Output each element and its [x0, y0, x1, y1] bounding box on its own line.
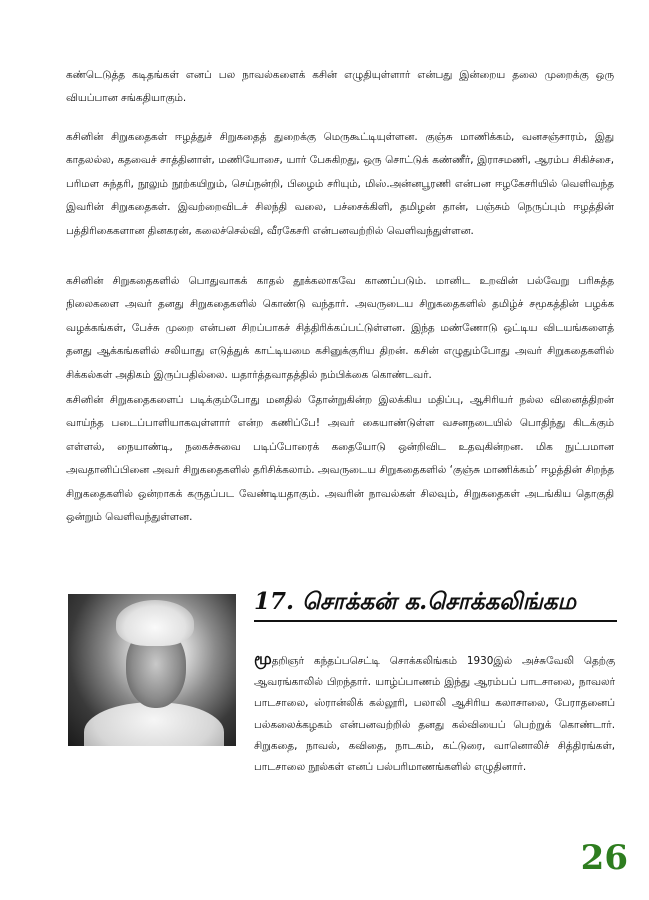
paragraph-3: கசினின் சிறுகதைகளில் பொதுவாகக் காதல் தூக்கலாகவே காணப்படும். மானிட உறவின் பல்வேறு பரிசுத்த நிலைகளை அவர் தனது சிறுகதைகளில் கொண்டு வந்தார். அவருடைய சிறுகதைகளில் தமிழ்ச் சமூகத்தின் பழக்க வழக்கங்கள், பேச்சு முறை என்பன சிறப்பாகச் சித்திரிக்கப்பட்டுள்ளன. இந்த மண்ணோடு ஒட்டிய விடயங்களைத் தனது ஆக்கங்களில் சலியாது எடுத்துக் காட்டியமை கசினுக்குரிய திறன். கசின் எழுதும்போது அவர் சிறுகதைகளில் சிக்கல்கள் அதிகம் இருப்பதில்லை. யதார்த்தவாதத்தில் நம்பிக்கை கொண்டவர்.: [66, 275, 614, 381]
section-heading: 17. சொக்கன் க.சொக்கலிங்கம: [254, 588, 576, 615]
page-number: 26: [580, 838, 628, 878]
portrait-shoulders: [84, 702, 224, 746]
author-portrait-photo: [68, 594, 236, 746]
portrait-hair: [116, 600, 194, 646]
paragraph-2: கசினின் சிறுகதைகள் ஈழத்துச் சிறுகதைத் துறைக்கு மெருகூட்டியுள்ளன. குஞ்சு மாணிக்கம், வனசஞ்சாரம், இது காதலல்ல, கதவைச் சாத்தினாள், மணியோசை, யார் பேசுகிறது, ஒரு சொட்டுக் கண்ணீர், இராசமணி, ஆரம்ப சிகிச்சை, பரிமள சுந்தரி, நூலும் நூற்கயிறும், செய்நன்றி, பிழைம் சரியும், மிஸ்.அன்னபூரணி என்பன ஈழகேசரியில் வெளிவந்த இவரின் சிறுகதைகள். இவற்றைவிடச் சிலந்தி வலை, பச்சைக்கிளி, தமிழன் தான், பஞ்சும் நெருப்பும் ஈழத்தின் பத்திரிகைகளான தினகரன், கலைச்செல்வி, வீரகேசரி என்பனவற்றில் வெளிவந்துள்ளன.: [66, 131, 614, 237]
bio-dropcap: மூ: [254, 649, 272, 668]
paragraph-1: கண்டெடுத்த கடிதங்கள் எனப் பல நாவல்களைக் கசின் எழுதியுள்ளார் என்பது இன்றைய தலை முறைக்கு ஒரு வியப்பான சங்கதியாகும்.: [66, 69, 614, 105]
paragraph-4: கசினின் சிறுகதைகளைப் படிக்கும்போது மனதில் தோன்றுகின்ற இலக்கிய மதிப்பு, ஆசிரியர் நல்ல வினைத்திறன் வாய்ந்த படைப்பாளியாகவுள்ளார் என்ற கணிப்பே! அவர் கையாண்டுள்ள வசனநடையில் பொதிந்து கிடக்கும் எள்ளல், நையாண்டி, நகைச்சுவை படிப்போரைக் கதையோடு ஒன்றிவிட உதவுகின்றன. மிக நுட்பமான அவதானிப்பினை அவர் சிறுகதைகளில் தரிசிக்கலாம். அவருடைய சிறுகதைகளில் ‘குஞ்சு மாணிக்கம்’ ஈழத்தின் சிறந்த சிறுகதைகளில் ஒன்றாகக் கருதப்பட வேண்டியதாகும். அவரின் நாவல்கள் சிலவும், சிறுகதைகள் அடங்கிய தொகுதி ஒன்றும் வெளிவந்துள்ளன.: [66, 394, 614, 524]
author-bio-paragraph: [254, 648, 615, 778]
bio-text: தறிஞர் கந்தப்பசெட்டி சொக்கலிங்கம் 1930இல் அச்சுவேலி தெற்கு ஆவரங்காலில் பிறந்தார். யாழ்ப்பாணம் இந்து ஆரம்பப் பாடசாலை, நாவலர் பாடசாலை, ஸ்ரான்லிக் கல்லூரி, பலாலி ஆசிரிய கலாசாலை, பேராதனைப் பல்கலைக்கழகம் என்பனவற்றில் தனது கல்வியைப் பெற்றுக் கொண்டார். சிறுகதை, நாவல், கவிதை, நாடகம், கட்டுரை, வானொலிச் சித்திரங்கள், பாடசாலை நூல்கள் எனப் பல்பரிமாணங்களில் எழுதினார்.: [254, 655, 615, 774]
heading-underline: [254, 620, 617, 622]
